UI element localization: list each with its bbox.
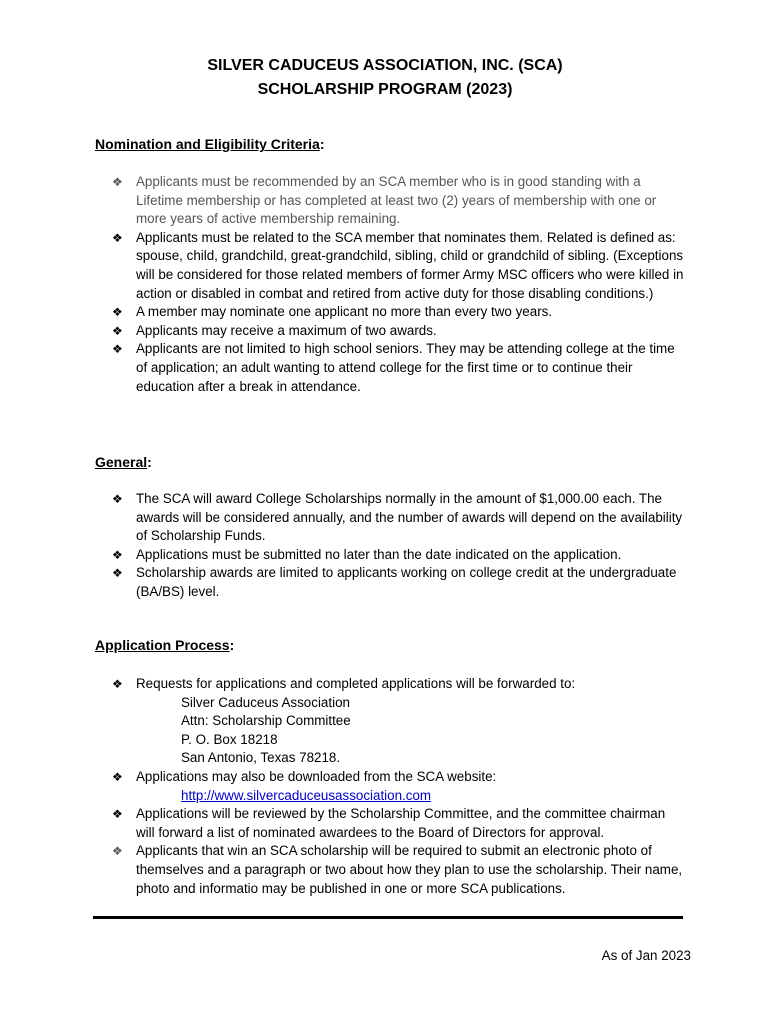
diamond-bullet-icon: ❖ <box>112 305 123 320</box>
diamond-bullet-icon: ❖ <box>112 677 123 691</box>
general-list <box>112 490 687 602</box>
application-list <box>112 675 687 898</box>
list-item: ❖ Applications will be reviewed by the Scholarship Committee, and the committee chairman will forward a list of nominated awardees to the Board of Directors for approval. <box>112 806 666 840</box>
list-item: ❖ Scholarship awards are limited to applicants working on college credit at the undergraduate (BA/BS) level. <box>112 565 677 599</box>
diamond-bullet-icon: ❖ <box>112 807 123 822</box>
list-item: ❖ The SCA will award College Scholarships normally in the amount of $1,000.00 each. The awards will be considered annually, and the number of awards will depend on the availability of Scholarship Funds. <box>112 491 683 544</box>
general-heading: General: <box>95 454 152 470</box>
list-item: ❖ A member may nominate one applicant no more than every two years. <box>112 303 687 322</box>
document-subtitle: SCHOLARSHIP PROGRAM (2023) <box>257 81 513 98</box>
diamond-bullet-icon: ❖ <box>112 769 123 784</box>
list-item: ❖ Applicants must be related to the SCA member that nominates them. Related is defined as: spouse, child, grandchild, great-grandchild, sibling, child or grandchild of sibling. (Exceptions will be considered for those related members of former Army MSC officers who were killed in action or disabled in combat and retired from active duty for those disabling conditions.) <box>112 229 684 301</box>
list-item: ❖ Applications may also be downloaded from the SCA website: http://www.silvercaduceusassociation.com <box>112 768 687 805</box>
address-line: San Antonio, Texas 78218. <box>181 750 341 766</box>
diamond-bullet-icon: ❖ <box>112 566 123 581</box>
address-line: Silver Caduceus Association <box>181 694 350 710</box>
horizontal-rule <box>93 916 683 919</box>
website-link[interactable]: http://www.silvercaduceusassociation.com <box>181 787 432 803</box>
diamond-bullet-icon: ❖ <box>112 230 123 245</box>
nomination-list <box>112 173 687 396</box>
address-line: P. O. Box 18218 <box>181 731 278 747</box>
diamond-bullet-icon: ❖ <box>112 492 123 506</box>
diamond-bullet-icon: ❖ <box>112 547 123 562</box>
list-item: ❖ Applicants are not limited to high school seniors. They may be attending college at the time of application; an adult wanting to attend college for the first time or to continue their education after a break in attendance. <box>112 341 675 394</box>
document-title: SILVER CADUCEUS ASSOCIATION, INC. (SCA) <box>207 57 563 74</box>
diamond-bullet-icon: ❖ <box>112 844 123 859</box>
revision-date: As of Jan 2023 <box>601 948 691 963</box>
list-item: ❖ Applicants may receive a maximum of two awards. <box>112 322 687 341</box>
list-item: ❖ Applicants that win an SCA scholarship will be required to submit an electronic photo of themselves and a paragraph or two about how they plan to use the scholarship. Their name, photo and informatio may be published in one or more SCA publications. <box>112 843 683 896</box>
diamond-bullet-icon: ❖ <box>112 342 123 357</box>
application-heading: Application Process: <box>95 637 235 653</box>
diamond-bullet-icon: ❖ <box>112 323 123 338</box>
list-item: ❖ Applications must be submitted no later than the date indicated on the application. <box>112 546 687 565</box>
list-item: ❖ Requests for applications and completed applications will be forwarded to: Silver Caduceus Association Attn: Scholarship Committee P. O. Box 18218 San Antonio, Texas 78218. <box>112 675 687 768</box>
nomination-heading: Nomination and Eligibility Criteria: <box>95 136 325 152</box>
address-line: Attn: Scholarship Committee <box>181 713 351 729</box>
list-item: ❖ Applicants must be recommended by an SCA member who is in good standing with a Lifetime membership or has completed at least two (2) years of membership with one or more years of active membership remaining. <box>112 174 657 227</box>
diamond-bullet-icon: ❖ <box>112 175 123 189</box>
